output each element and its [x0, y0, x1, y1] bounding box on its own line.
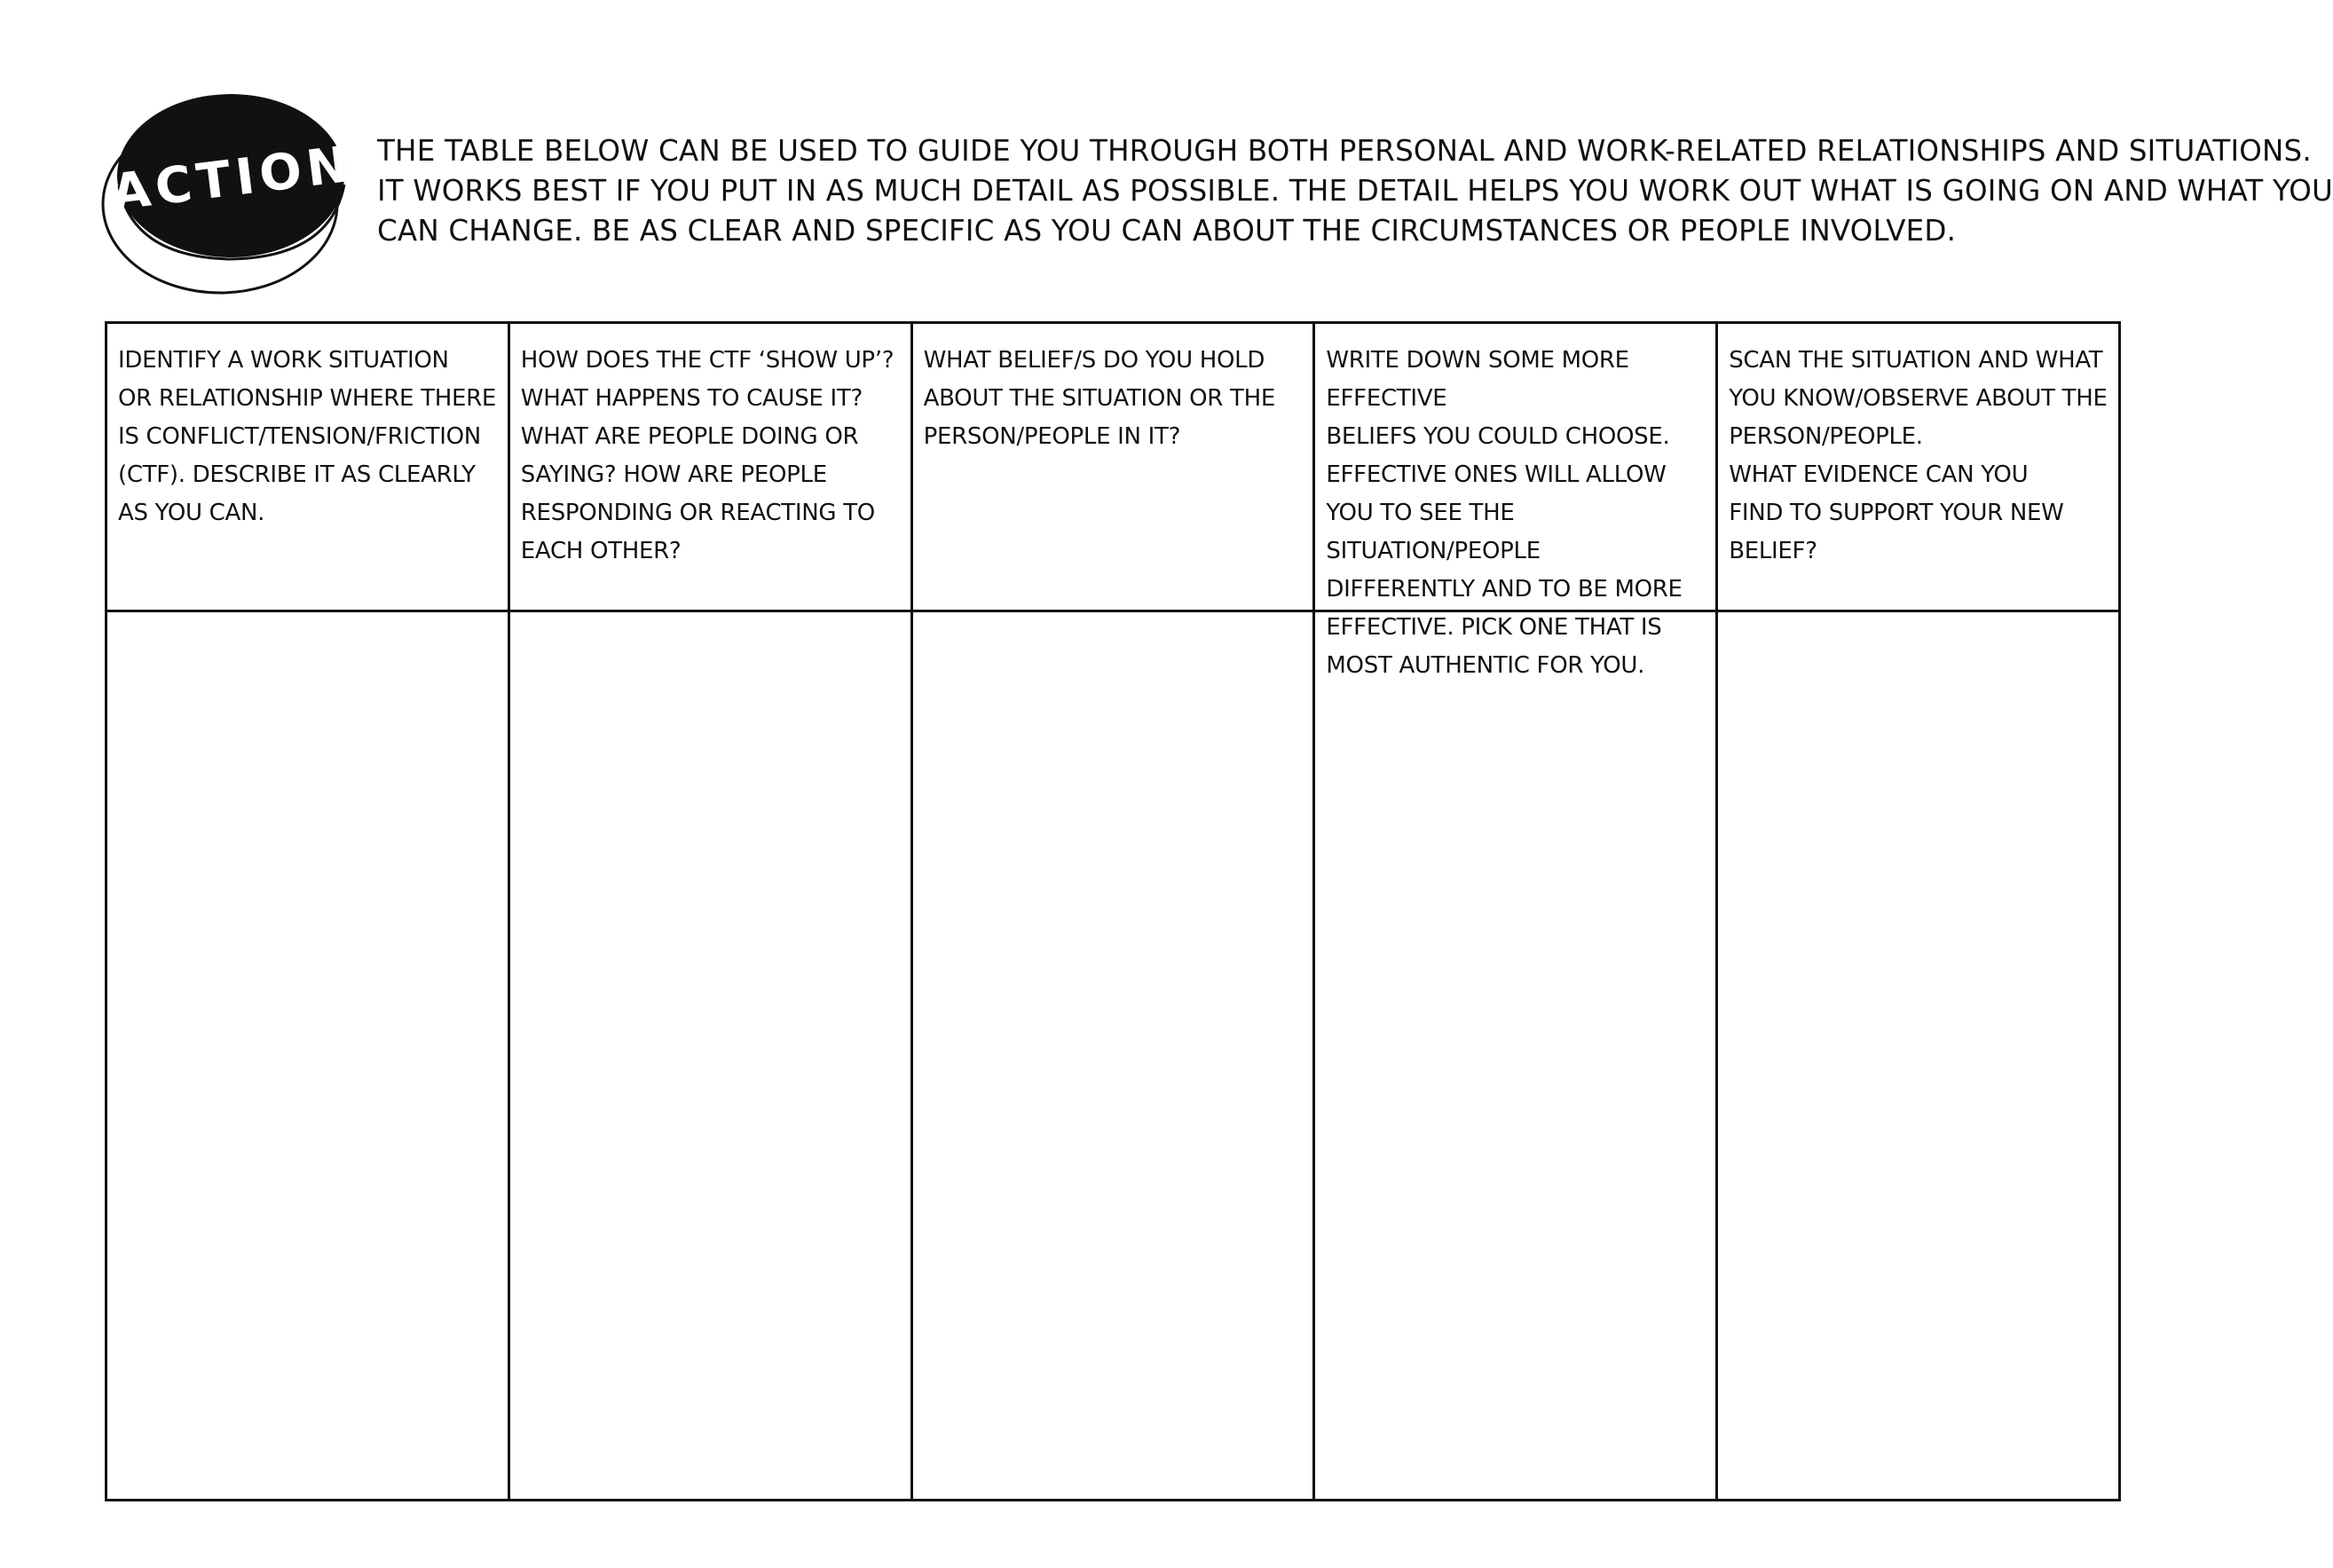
column-writing-area[interactable]	[1718, 612, 2118, 1499]
action-button-icon	[98, 71, 358, 302]
action-badge	[98, 71, 358, 302]
column-effective-beliefs	[1315, 324, 1718, 1499]
column-header: WRITE DOWN SOME MORE EFFECTIVE BELIEFS YOU COULD CHOOSE. EFFECTIVE ONES WILL ALLOW YOU TO SEE THE SITUATION/PEOPLE DIFFERENTLY AND TO BE MORE EFFECTIVE. PICK ONE THAT IS MOST AUTHENTIC FOR YOU.	[1315, 324, 1715, 612]
column-writing-area[interactable]	[913, 612, 1313, 1499]
column-header: SCAN THE SITUATION AND WHAT YOU KNOW/OBSERVE ABOUT THE PERSON/PEOPLE. WHAT EVIDENCE CAN YOU FIND TO SUPPORT YOUR NEW BELIEF?	[1718, 324, 2118, 612]
column-beliefs	[913, 324, 1316, 1499]
intro-line-3: CAN CHANGE. BE AS CLEAR AND SPECIFIC AS YOU CAN ABOUT THE CIRCUMSTANCES OR PEOPLE INVOLVED.	[377, 214, 1957, 248]
column-header: IDENTIFY A WORK SITUATION OR RELATIONSHIP WHERE THERE IS CONFLICT/TENSION/FRICTION (CTF). DESCRIBE IT AS CLEARLY AS YOU CAN.	[107, 324, 508, 612]
intro-line-2: IT WORKS BEST IF YOU PUT IN AS MUCH DETAIL AS POSSIBLE. THE DETAIL HELPS YOU WORK OUT WHAT IS GOING ON AND WHAT YOU	[377, 174, 2333, 208]
column-show-up	[510, 324, 913, 1499]
column-situation	[107, 324, 510, 1499]
column-header: WHAT BELIEF/S DO YOU HOLD ABOUT THE SITUATION OR THE PERSON/PEOPLE IN IT?	[913, 324, 1313, 612]
column-writing-area[interactable]	[107, 612, 508, 1499]
column-header: HOW DOES THE CTF ‘SHOW UP’? WHAT HAPPENS TO CAUSE IT? WHAT ARE PEOPLE DOING OR SAYING? HOW ARE PEOPLE RESPONDING OR REACTING TO EACH OTHER?	[510, 324, 910, 612]
worksheet-table	[105, 321, 2121, 1501]
column-writing-area[interactable]	[510, 612, 910, 1499]
intro-line-1: THE TABLE BELOW CAN BE USED TO GUIDE YOU THROUGH BOTH PERSONAL AND WORK-RELATED RELATIONSHIPS AND SITUATIONS.	[377, 134, 2312, 168]
column-evidence	[1718, 324, 2118, 1499]
badge-label: ACTION	[108, 135, 358, 223]
intro-text	[377, 131, 2333, 251]
column-writing-area[interactable]	[1315, 612, 1715, 1499]
